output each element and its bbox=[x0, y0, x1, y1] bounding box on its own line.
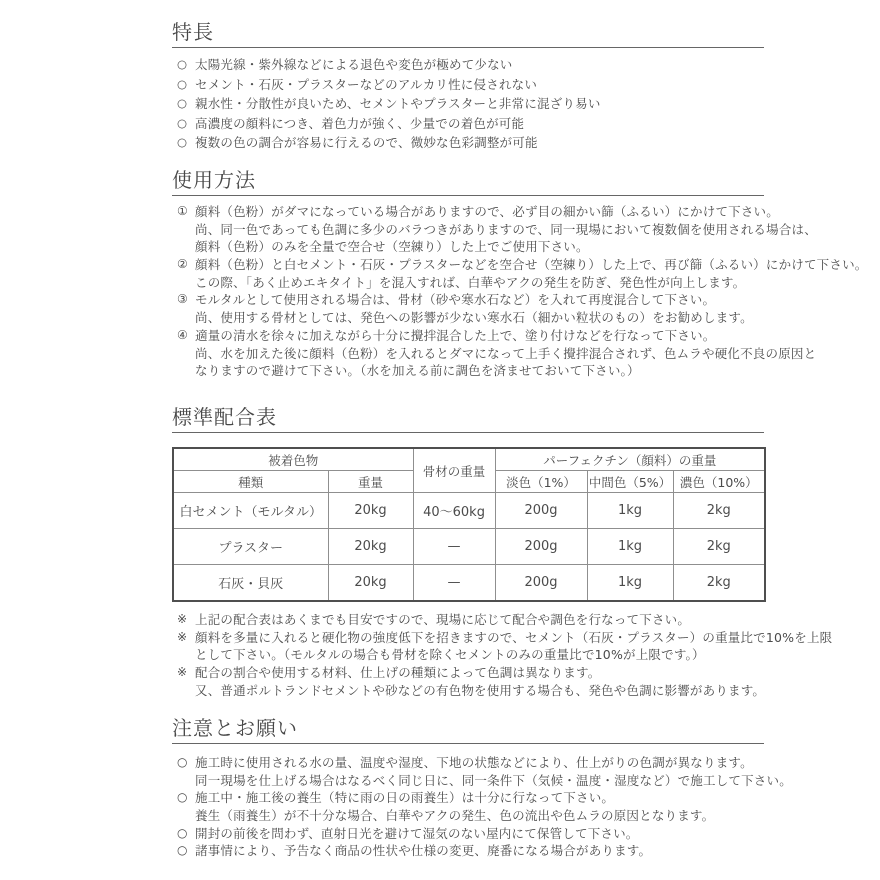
step-line bbox=[172, 256, 868, 274]
caution-line bbox=[172, 807, 764, 825]
header-kind: 種類 bbox=[173, 471, 328, 493]
note-text: 顔料を多量に入れると硬化物の強度低下を招きますので、セメント（石灰・プラスター）の重量比で10%を上限 bbox=[195, 629, 833, 645]
cell-aggregate: 40〜60kg bbox=[413, 493, 495, 529]
circle-bullet-icon: ○ bbox=[177, 57, 188, 71]
mixing-notes-list bbox=[172, 611, 833, 699]
circle-bullet-icon: ○ bbox=[177, 843, 188, 858]
step-text: モルタルとして使用される場合は、骨材（砂や寒水石など）を入れて再度混合して下さい。 bbox=[195, 292, 716, 308]
circled-number-icon: ② bbox=[177, 257, 188, 272]
step-text: 顔料（色粉）のみを全量で空合せ（空練り）した上でご使用下さい。 bbox=[195, 239, 589, 255]
caution-line bbox=[172, 754, 764, 772]
cell-light: 200g bbox=[495, 529, 587, 565]
table-row bbox=[173, 529, 765, 565]
cell-kind: プラスター bbox=[173, 529, 328, 565]
cell-kind: 白セメント（モルタル） bbox=[173, 493, 328, 529]
list-item-text: セメント・石灰・プラスターなどのアルカリ性に侵されない bbox=[195, 76, 538, 92]
list-item-text: 高濃度の顔料につき、着色力が強く、少量での着色が可能 bbox=[195, 115, 525, 131]
section-usage bbox=[172, 168, 868, 380]
step-text: 適量の清水を徐々に加えながら十分に攪拌混合した上で、塗り付けなどを行なって下さい。 bbox=[195, 327, 716, 343]
cell-dark: 2kg bbox=[673, 565, 765, 602]
usage-heading: 使用方法 bbox=[172, 168, 764, 196]
list-item bbox=[172, 114, 764, 134]
mixing-table bbox=[172, 447, 766, 602]
section-cautions bbox=[172, 716, 792, 860]
header-weight: 重量 bbox=[328, 471, 413, 493]
reference-mark-icon: ※ bbox=[177, 629, 188, 644]
header-colored-object: 被着色物 bbox=[173, 448, 413, 471]
circle-bullet-icon: ○ bbox=[177, 825, 188, 840]
section-mixing-table bbox=[172, 405, 833, 699]
circle-bullet-icon: ○ bbox=[177, 790, 188, 805]
usage-steps-list bbox=[172, 203, 868, 380]
step-line bbox=[172, 291, 764, 309]
circle-bullet-icon: ○ bbox=[177, 96, 188, 110]
cell-light: 200g bbox=[495, 565, 587, 602]
caution-text: 養生（雨養生）が不十分な場合、白華やアクの発生、色の流出や色ムラの原因となります。 bbox=[195, 808, 715, 824]
note-text: 配合の割合や使用する材料、仕上げの種類によって色調は異なります。 bbox=[195, 665, 601, 681]
cell-dark: 2kg bbox=[673, 529, 765, 565]
table-row bbox=[173, 565, 765, 602]
note-line bbox=[172, 611, 764, 629]
caution-line bbox=[172, 789, 764, 807]
cautions-heading: 注意とお願い bbox=[172, 716, 764, 744]
step-line bbox=[172, 362, 764, 380]
step-text: 尚、使用する骨材としては、発色への影響が少ない寒水石（細かい粒状のもの）をお勧めします。 bbox=[195, 310, 753, 326]
circled-number-icon: ③ bbox=[177, 292, 188, 307]
note-line bbox=[172, 629, 833, 647]
caution-line bbox=[172, 772, 792, 790]
cell-kind: 石灰・貝灰 bbox=[173, 565, 328, 602]
note-line bbox=[172, 664, 764, 682]
step-line bbox=[172, 327, 764, 345]
note-text: 上記の配合表はあくまでも目安ですので、現場に応じて配合や調色を行なって下さい。 bbox=[195, 612, 691, 627]
cell-weight: 20kg bbox=[328, 565, 413, 602]
caution-line bbox=[172, 842, 764, 860]
section-features bbox=[172, 20, 764, 153]
step-text: 尚、水を加えた後に顔料（色粉）を入れるとダマになって上手く攪拌混合されず、色ムラや硬化不良の原因と bbox=[195, 345, 817, 361]
step-text: 顔料（色粉）と白セメント・石灰・プラスターなどを空合せ（空練り）した上で、再び篩（ふるい）にかけて下さい。 bbox=[195, 257, 868, 273]
features-list bbox=[172, 55, 764, 153]
table-row bbox=[173, 493, 765, 529]
list-item bbox=[172, 94, 764, 114]
list-item-text: 太陽光線・紫外線などによる退色や変色が極めて少ない bbox=[195, 57, 513, 72]
step-line bbox=[172, 345, 817, 363]
cell-light: 200g bbox=[495, 493, 587, 529]
table-header-row bbox=[173, 448, 765, 471]
cell-dark: 2kg bbox=[673, 493, 765, 529]
caution-text: 開封の前後を問わず、直射日光を避けて湿気のない屋内にて保管して下さい。 bbox=[195, 825, 639, 841]
step-text: この際、「あく止めエキタイト」を混入すれば、白華やアクの発生を防ぎ、発色性が向上します。 bbox=[195, 274, 746, 290]
note-line bbox=[172, 682, 764, 700]
cell-weight: 20kg bbox=[328, 493, 413, 529]
circled-number-icon: ① bbox=[177, 204, 188, 218]
cell-weight: 20kg bbox=[328, 529, 413, 565]
step-text: 顔料（色粉）がダマになっている場合がありますので、必ず目の細かい篩（ふるい）にかけて下さい。 bbox=[195, 204, 779, 219]
step-line bbox=[172, 309, 764, 327]
note-text: として下さい。（モルタルの場合も骨材を除くセメントのみの重量比で10%が上限です。） bbox=[195, 647, 705, 663]
list-item bbox=[172, 55, 764, 75]
step-line bbox=[172, 238, 764, 256]
header-light-color: 淡色（1%） bbox=[495, 471, 587, 493]
header-dark-color: 濃色（10%） bbox=[673, 471, 765, 493]
list-item-text: 複数の色の調合が容易に行えるので、微妙な色彩調整が可能 bbox=[195, 135, 538, 150]
circle-bullet-icon: ○ bbox=[177, 755, 188, 769]
step-line bbox=[172, 274, 764, 292]
cell-middle: 1kg bbox=[587, 529, 673, 565]
cautions-list bbox=[172, 754, 792, 860]
header-pigment-weight: パーフェクチン（顔料）の重量 bbox=[495, 448, 765, 471]
circle-bullet-icon: ○ bbox=[177, 115, 188, 130]
reference-mark-icon: ※ bbox=[177, 612, 188, 626]
circled-number-icon: ④ bbox=[177, 327, 188, 342]
note-text: 又、普通ポルトランドセメントや砂などの有色物を使用する場合も、発色や色調に影響があります。 bbox=[195, 682, 766, 698]
step-line bbox=[172, 203, 779, 221]
caution-text: 諸事情により、予告なく商品の性状や仕様の変更、廃番になる場合があります。 bbox=[195, 843, 652, 859]
features-heading: 特長 bbox=[172, 20, 764, 48]
list-item bbox=[172, 75, 764, 95]
list-item-text: 親水性・分散性が良いため、セメントやプラスターと非常に混ざり易い bbox=[195, 96, 601, 111]
step-text: なりますので避けて下さい。（水を加える前に調色を済ませておいて下さい。） bbox=[195, 363, 640, 379]
caution-text: 同一現場を仕上げる場合はなるべく同じ日に、同一条件下（気候・温度・湿度など）で施工して下さい。 bbox=[195, 772, 792, 788]
circle-bullet-icon: ○ bbox=[177, 76, 188, 91]
step-line bbox=[172, 221, 817, 239]
header-aggregate-weight: 骨材の重量 bbox=[413, 448, 495, 493]
header-middle-color: 中間色（5%） bbox=[587, 471, 673, 493]
mixing-heading: 標準配合表 bbox=[172, 405, 764, 433]
cell-middle: 1kg bbox=[587, 493, 673, 529]
note-line bbox=[172, 646, 764, 664]
caution-text: 施工時に使用される水の量、温度や湿度、下地の状態などにより、仕上がりの色調が異なります。 bbox=[195, 755, 753, 770]
step-text: 尚、同一色であっても色調に多少のバラつきがありますので、同一現場において複数個を使用される場合は、 bbox=[195, 221, 817, 237]
caution-line bbox=[172, 825, 764, 843]
list-item bbox=[172, 133, 764, 153]
cell-middle: 1kg bbox=[587, 565, 673, 602]
cell-aggregate: — bbox=[413, 565, 495, 602]
caution-text: 施工中・施工後の養生（特に雨の日の雨養生）は十分に行なって下さい。 bbox=[195, 790, 615, 806]
reference-mark-icon: ※ bbox=[177, 665, 188, 680]
cell-aggregate: — bbox=[413, 529, 495, 565]
circle-bullet-icon: ○ bbox=[177, 135, 188, 149]
